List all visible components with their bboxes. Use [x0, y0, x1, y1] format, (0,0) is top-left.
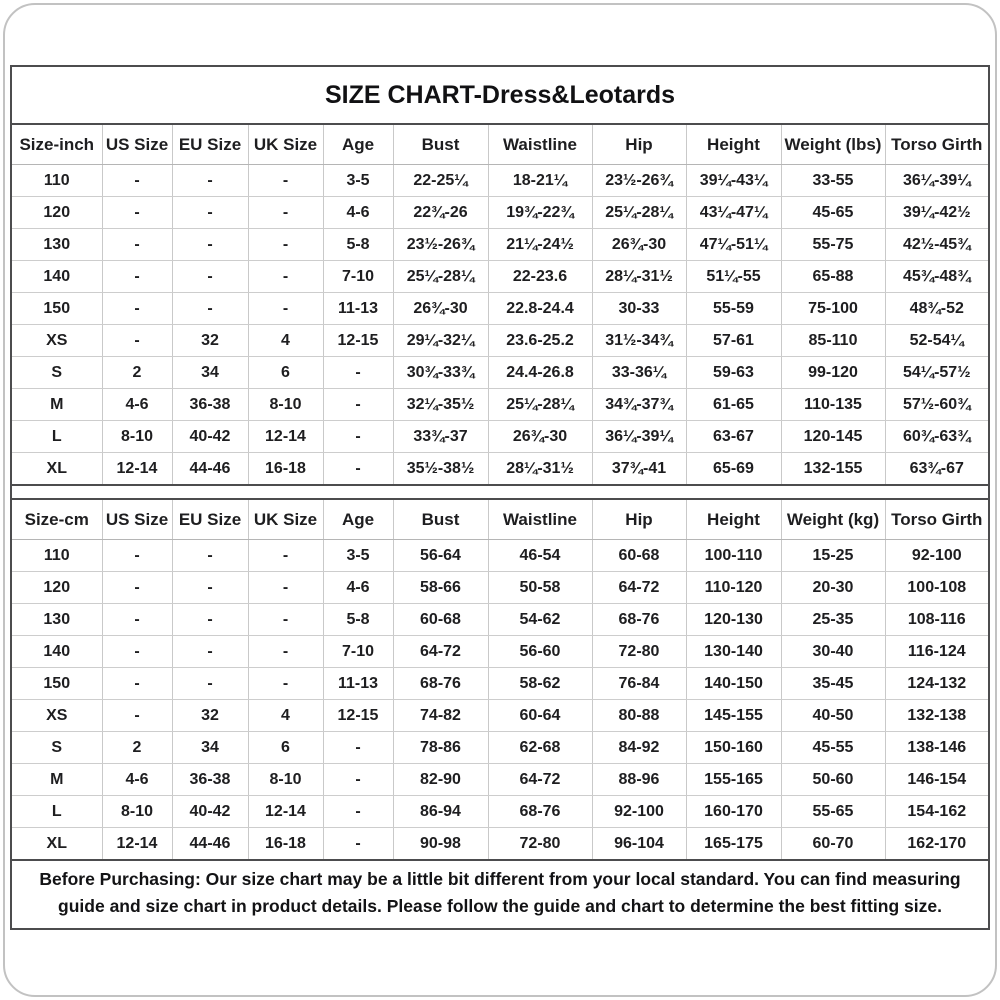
table-row — [12, 165, 988, 197]
size-cell: 58-62 — [488, 668, 592, 700]
table-row — [12, 540, 988, 572]
size-cell: 32 — [172, 700, 248, 732]
size-cell: 2 — [102, 732, 172, 764]
size-cell: 25¼-28¼ — [488, 389, 592, 421]
size-cell: 22¾-26 — [393, 197, 488, 229]
size-cell: 150-160 — [686, 732, 781, 764]
table-row — [12, 636, 988, 668]
size-cell: 88-96 — [592, 764, 686, 796]
column-header: Bust — [393, 125, 488, 165]
size-cell: 42½-45¾ — [885, 229, 988, 261]
size-cell: 40-50 — [781, 700, 885, 732]
size-cell: L — [12, 796, 102, 828]
size-cell: 86-94 — [393, 796, 488, 828]
size-cell: 35½-38½ — [393, 453, 488, 486]
size-cell: 68-76 — [488, 796, 592, 828]
size-cell: 45-55 — [781, 732, 885, 764]
size-cell: 28¼-31½ — [488, 453, 592, 486]
size-cell: 21¼-24½ — [488, 229, 592, 261]
column-header: Height — [686, 125, 781, 165]
size-cell: 47¼-51¼ — [686, 229, 781, 261]
size-cell: 11-13 — [323, 293, 393, 325]
size-cell: 155-165 — [686, 764, 781, 796]
table-section-gap — [12, 486, 988, 498]
table-row — [12, 453, 988, 486]
size-cell: 55-75 — [781, 229, 885, 261]
column-header: Torso Girth — [885, 499, 988, 540]
size-cell: 22-23.6 — [488, 261, 592, 293]
size-cell: - — [102, 165, 172, 197]
size-cell: 130-140 — [686, 636, 781, 668]
size-cell: - — [102, 325, 172, 357]
table-row — [12, 572, 988, 604]
table-row — [12, 389, 988, 421]
size-cell: 45-65 — [781, 197, 885, 229]
size-cell: 92-100 — [885, 540, 988, 572]
size-cell: - — [102, 229, 172, 261]
size-cell: 12-14 — [248, 796, 323, 828]
size-cell: 25¼-28¼ — [592, 197, 686, 229]
size-cell: 65-88 — [781, 261, 885, 293]
size-cell: 150 — [12, 293, 102, 325]
table-row — [12, 668, 988, 700]
size-cell: 50-60 — [781, 764, 885, 796]
column-header: Size-cm — [12, 499, 102, 540]
size-cell: - — [323, 357, 393, 389]
column-header: US Size — [102, 125, 172, 165]
column-header: Waistline — [488, 125, 592, 165]
size-cell: 64-72 — [592, 572, 686, 604]
size-cell: 33-36¼ — [592, 357, 686, 389]
size-cell: 64-72 — [488, 764, 592, 796]
size-cell: - — [102, 668, 172, 700]
size-cell: - — [248, 261, 323, 293]
size-table-inch — [12, 125, 988, 486]
column-header: Height — [686, 499, 781, 540]
size-cell: - — [172, 540, 248, 572]
size-cell: - — [323, 828, 393, 860]
size-cell: 12-14 — [102, 828, 172, 860]
size-cell: 140 — [12, 636, 102, 668]
column-header: UK Size — [248, 125, 323, 165]
table-row — [12, 700, 988, 732]
size-cell: 22.8-24.4 — [488, 293, 592, 325]
size-cell: 7-10 — [323, 261, 393, 293]
size-cell: 132-138 — [885, 700, 988, 732]
column-header: Waistline — [488, 499, 592, 540]
size-cell: - — [172, 197, 248, 229]
size-cell: 116-124 — [885, 636, 988, 668]
size-cell: 100-108 — [885, 572, 988, 604]
size-cell: 4 — [248, 325, 323, 357]
size-cell: 82-90 — [393, 764, 488, 796]
size-cell: - — [172, 229, 248, 261]
size-cell: 8-10 — [248, 389, 323, 421]
size-cell: 92-100 — [592, 796, 686, 828]
size-cell: 20-30 — [781, 572, 885, 604]
header-row — [12, 125, 988, 165]
size-cell: - — [172, 293, 248, 325]
size-cell: - — [172, 261, 248, 293]
size-cell: 36¼-39¼ — [592, 421, 686, 453]
table-row — [12, 293, 988, 325]
size-cell: - — [248, 604, 323, 636]
size-cell: 140-150 — [686, 668, 781, 700]
size-cell: 16-18 — [248, 828, 323, 860]
size-cell: 84-92 — [592, 732, 686, 764]
size-cell: 160-170 — [686, 796, 781, 828]
size-cell: 40-42 — [172, 796, 248, 828]
size-cell: - — [172, 668, 248, 700]
size-cell: 40-42 — [172, 421, 248, 453]
size-cell: 54¼-57½ — [885, 357, 988, 389]
size-cell: M — [12, 764, 102, 796]
size-cell: 48¾-52 — [885, 293, 988, 325]
size-cell: 30-40 — [781, 636, 885, 668]
size-cell: 145-155 — [686, 700, 781, 732]
size-cell: 35-45 — [781, 668, 885, 700]
column-header: Size-inch — [12, 125, 102, 165]
size-cell: 25¼-28¼ — [393, 261, 488, 293]
size-cell: 120 — [12, 572, 102, 604]
header-row — [12, 499, 988, 540]
table-row — [12, 357, 988, 389]
size-cell: 25-35 — [781, 604, 885, 636]
column-header: Weight (lbs) — [781, 125, 885, 165]
size-cell: 90-98 — [393, 828, 488, 860]
size-cell: 63-67 — [686, 421, 781, 453]
size-cell: 6 — [248, 357, 323, 389]
size-cell: XL — [12, 453, 102, 486]
size-cell: 62-68 — [488, 732, 592, 764]
size-cell: - — [102, 572, 172, 604]
size-chart-container — [10, 65, 990, 930]
size-cell: 68-76 — [393, 668, 488, 700]
size-cell: - — [172, 636, 248, 668]
size-cell: 80-88 — [592, 700, 686, 732]
column-header: Hip — [592, 499, 686, 540]
size-cell: 52-54¼ — [885, 325, 988, 357]
column-header: EU Size — [172, 499, 248, 540]
size-cell: - — [248, 229, 323, 261]
size-cell: 26¾-30 — [488, 421, 592, 453]
size-cell: - — [102, 261, 172, 293]
size-cell: 12-14 — [102, 453, 172, 486]
size-cell: - — [323, 421, 393, 453]
column-header: Age — [323, 125, 393, 165]
size-cell: 120-145 — [781, 421, 885, 453]
size-cell: - — [323, 796, 393, 828]
size-cell: 33-55 — [781, 165, 885, 197]
size-cell: 99-120 — [781, 357, 885, 389]
size-cell: 63¾-67 — [909, 459, 964, 477]
size-cell: 29¼-32¼ — [393, 325, 488, 357]
size-cell: 50-58 — [488, 572, 592, 604]
size-cell: - — [248, 636, 323, 668]
size-cell: 15-25 — [781, 540, 885, 572]
column-header: EU Size — [172, 125, 248, 165]
size-cell: 60-68 — [393, 604, 488, 636]
size-cell: 34 — [172, 732, 248, 764]
size-cell: 4-6 — [102, 389, 172, 421]
size-cell: 18-21¼ — [488, 165, 592, 197]
size-cell: - — [248, 668, 323, 700]
size-cell: 30¾-33¾ — [393, 357, 488, 389]
table-row — [12, 325, 988, 357]
table-row — [12, 796, 988, 828]
table-row — [12, 421, 988, 453]
size-cell: 150 — [12, 668, 102, 700]
size-cell: 34 — [172, 357, 248, 389]
column-header: Weight (kg) — [781, 499, 885, 540]
size-cell: 37¾-41 — [592, 453, 686, 486]
size-cell: 12-15 — [323, 325, 393, 357]
table-row — [12, 604, 988, 636]
size-cell: - — [102, 197, 172, 229]
size-cell: 34¾-37¾ — [592, 389, 686, 421]
size-cell: XS — [12, 700, 102, 732]
size-cell: XS — [12, 325, 102, 357]
column-header: Bust — [393, 499, 488, 540]
size-cell: 4-6 — [102, 764, 172, 796]
size-cell: 108-116 — [885, 604, 988, 636]
table-row — [12, 828, 988, 860]
size-cell: 60-70 — [781, 828, 885, 860]
purchase-note: Before Purchasing: Our size chart may be a little bit different from your local standard. You can find measuring guide and size chart in product details. Please follow the guide and chart to determine the best fitting size. — [12, 859, 988, 925]
size-cell: - — [248, 540, 323, 572]
size-cell: S — [12, 732, 102, 764]
size-cell: 24.4-26.8 — [488, 357, 592, 389]
size-cell: - — [248, 293, 323, 325]
size-cell: - — [172, 572, 248, 604]
size-cell: 110 — [12, 165, 102, 197]
size-cell: 61-65 — [686, 389, 781, 421]
column-header: UK Size — [248, 499, 323, 540]
column-header: Hip — [592, 125, 686, 165]
size-cell: 60¾-63¾ — [885, 421, 988, 453]
size-cell: 56-60 — [488, 636, 592, 668]
size-cell: 132-155 — [781, 453, 885, 486]
size-cell: 23½-26¾ — [592, 165, 686, 197]
size-cell: 74-82 — [393, 700, 488, 732]
size-cell: 8-10 — [102, 421, 172, 453]
size-cell: 100-110 — [686, 540, 781, 572]
size-cell: - — [102, 636, 172, 668]
size-cell: 72-80 — [488, 828, 592, 860]
table-row — [12, 764, 988, 796]
size-cell: 110-135 — [781, 389, 885, 421]
size-cell: - — [323, 764, 393, 796]
size-cell: 36-38 — [172, 389, 248, 421]
size-cell: XL — [12, 828, 102, 860]
size-table-cm — [12, 498, 988, 859]
size-cell: 60-64 — [488, 700, 592, 732]
size-cell: 76-84 — [592, 668, 686, 700]
size-cell: 124-132 — [885, 668, 988, 700]
size-cell: - — [248, 572, 323, 604]
size-cell: 33¾-37 — [393, 421, 488, 453]
size-cell: 23½-26¾ — [393, 229, 488, 261]
size-cell: - — [323, 453, 393, 486]
size-cell: - — [172, 165, 248, 197]
size-cell: 51¼-55 — [686, 261, 781, 293]
table-row — [12, 261, 988, 293]
size-cell: 23.6-25.2 — [488, 325, 592, 357]
size-cell: 8-10 — [248, 764, 323, 796]
size-cell: 28¼-31½ — [592, 261, 686, 293]
size-cell: 120 — [12, 197, 102, 229]
size-cell: 4 — [248, 700, 323, 732]
size-cell: 162-170 — [907, 834, 967, 852]
table-row — [12, 197, 988, 229]
size-cell: 30-33 — [592, 293, 686, 325]
size-cell: 36-38 — [172, 764, 248, 796]
size-cell: 154-162 — [885, 796, 988, 828]
size-cell: 64-72 — [393, 636, 488, 668]
size-cell: 32 — [172, 325, 248, 357]
column-header: US Size — [102, 499, 172, 540]
size-cell: 19¾-22¾ — [488, 197, 592, 229]
size-cell: 110 — [12, 540, 102, 572]
size-cell: 39¼-42½ — [885, 197, 988, 229]
size-cell: 5-8 — [323, 604, 393, 636]
size-cell: 32¼-35½ — [393, 389, 488, 421]
size-cell: 58-66 — [393, 572, 488, 604]
size-cell: 26¾-30 — [592, 229, 686, 261]
column-header: Torso Girth — [885, 125, 988, 165]
size-cell: 85-110 — [781, 325, 885, 357]
size-cell: 68-76 — [592, 604, 686, 636]
size-cell: - — [248, 165, 323, 197]
size-cell: 55-65 — [781, 796, 885, 828]
size-cell: 57-61 — [686, 325, 781, 357]
table-row — [12, 732, 988, 764]
size-cell: 2 — [102, 357, 172, 389]
size-cell: 45¾-48¾ — [885, 261, 988, 293]
size-cell: 54-62 — [488, 604, 592, 636]
size-cell: 3-5 — [323, 540, 393, 572]
size-cell: 57½-60¾ — [885, 389, 988, 421]
size-cell: - — [172, 604, 248, 636]
size-cell: S — [12, 357, 102, 389]
size-cell: 140 — [12, 261, 102, 293]
size-cell: 78-86 — [393, 732, 488, 764]
column-header: Age — [323, 499, 393, 540]
size-cell: - — [323, 389, 393, 421]
size-cell: - — [102, 293, 172, 325]
size-cell: 55-59 — [686, 293, 781, 325]
size-cell: - — [102, 700, 172, 732]
size-cell: 12-15 — [323, 700, 393, 732]
size-cell: 39¼-43¼ — [686, 165, 781, 197]
size-cell: 4-6 — [323, 197, 393, 229]
size-cell: L — [12, 421, 102, 453]
size-cell: 165-175 — [686, 828, 781, 860]
size-cell: 44-46 — [172, 453, 248, 486]
chart-title: SIZE CHART-Dress&Leotards — [12, 67, 988, 125]
size-cell: 36¼-39¼ — [885, 165, 988, 197]
size-cell: 43¼-47¼ — [686, 197, 781, 229]
size-cell: 65-69 — [686, 453, 781, 486]
size-cell: 22-25¼ — [393, 165, 488, 197]
size-cell: 44-46 — [172, 828, 248, 860]
size-cell: 31½-34¾ — [592, 325, 686, 357]
size-cell: 5-8 — [323, 229, 393, 261]
size-cell: 130 — [12, 229, 102, 261]
size-cell: 59-63 — [686, 357, 781, 389]
size-cell: 130 — [12, 604, 102, 636]
size-cell: 146-154 — [885, 764, 988, 796]
table-row — [12, 229, 988, 261]
size-cell: 16-18 — [248, 453, 323, 486]
size-cell: 56-64 — [393, 540, 488, 572]
size-cell: M — [12, 389, 102, 421]
size-cell: 12-14 — [248, 421, 323, 453]
size-cell: 6 — [248, 732, 323, 764]
size-cell: 26¾-30 — [393, 293, 488, 325]
size-cell: 110-120 — [686, 572, 781, 604]
size-cell: 138-146 — [885, 732, 988, 764]
size-cell: - — [248, 197, 323, 229]
size-cell: 8-10 — [102, 796, 172, 828]
size-cell: 46-54 — [488, 540, 592, 572]
size-cell: 4-6 — [323, 572, 393, 604]
size-cell: - — [102, 540, 172, 572]
size-cell: 96-104 — [592, 828, 686, 860]
size-cell: 60-68 — [592, 540, 686, 572]
size-cell: 7-10 — [323, 636, 393, 668]
size-cell: 3-5 — [323, 165, 393, 197]
size-cell: - — [323, 732, 393, 764]
size-cell: 72-80 — [592, 636, 686, 668]
size-cell: - — [102, 604, 172, 636]
size-cell: 75-100 — [781, 293, 885, 325]
size-cell: 11-13 — [323, 668, 393, 700]
size-cell: 120-130 — [686, 604, 781, 636]
